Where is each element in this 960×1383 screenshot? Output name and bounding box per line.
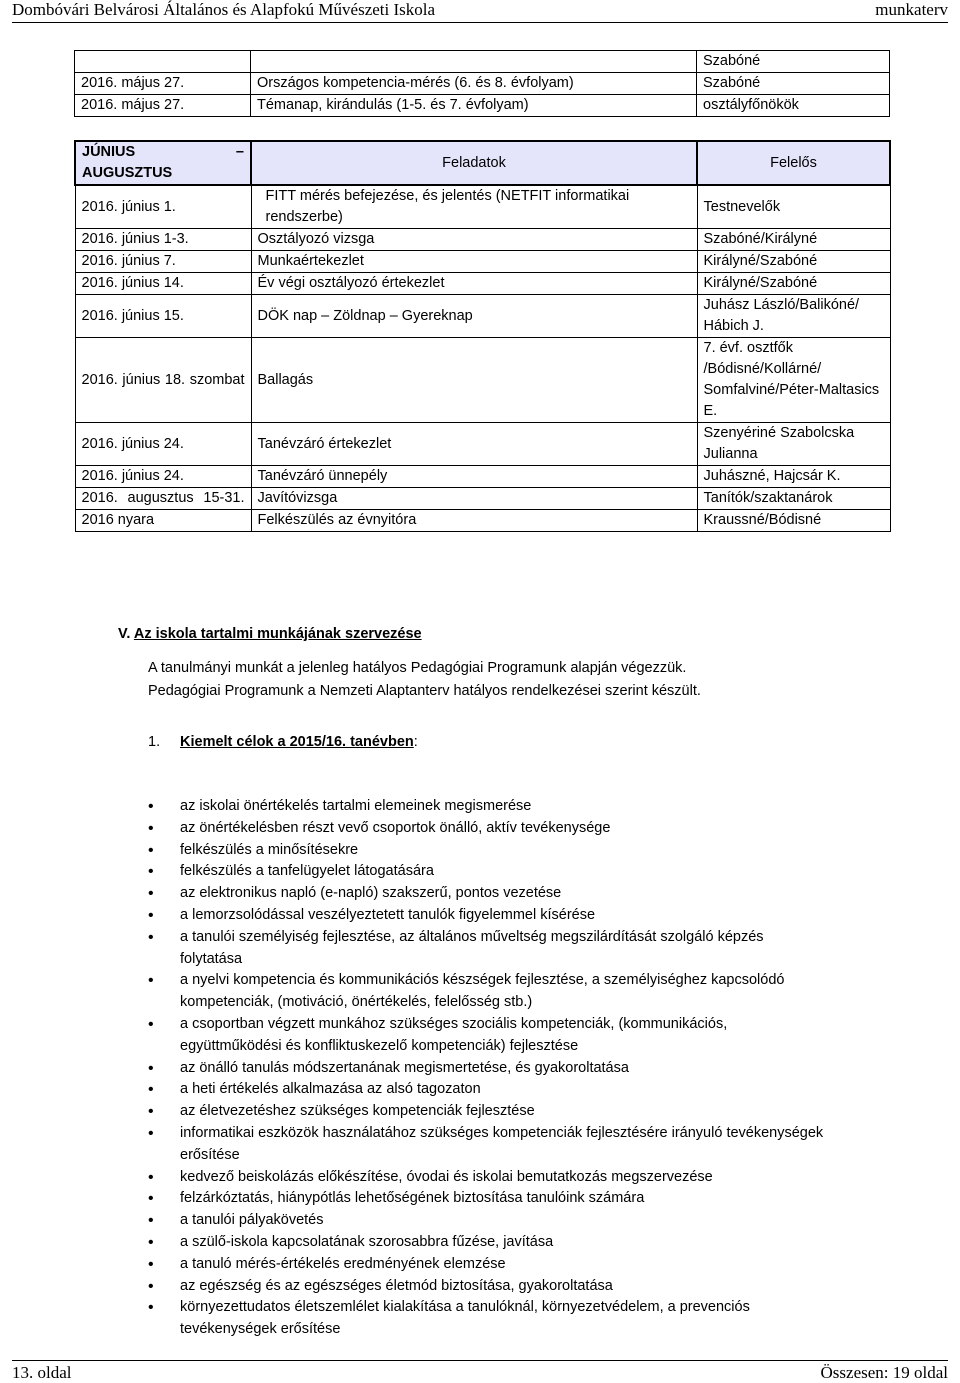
task-cell: Témanap, kirándulás (1-5. és 7. évfolyam) [251, 95, 697, 117]
date-cell: 2016. június 14. [75, 273, 251, 295]
task-cell: Év végi osztályozó értekezlet [251, 273, 697, 295]
date-cell: 2016. június 18. szombat [75, 338, 251, 423]
responsible-cell: Testnevelők [697, 185, 890, 229]
summer-events-table [74, 140, 891, 532]
list-item: • informatikai eszközök használatához szükséges kompetenciák fejlesztésére irányuló tevékenységek erősítése [148, 1123, 828, 1167]
task-cell: Tanévzáró értekezlet [251, 423, 697, 466]
date-cell: 2016. június 15. [75, 295, 251, 338]
page-header [12, 0, 948, 23]
list-item: • a tanuló mérés-értékelés eredményének elemzése [148, 1254, 828, 1276]
task-cell: Ballagás [251, 338, 697, 423]
responsible-cell: Tanítók/szaktanárok [697, 488, 890, 510]
responsible-cell: Kraussné/Bódisné [697, 510, 890, 532]
period-line-1: JÚNIUS [82, 144, 136, 160]
responsible-cell: Szenyériné Szabolcska Julianna [697, 423, 890, 466]
responsible-cell: Szabóné [697, 73, 890, 95]
date-cell: 2016. június 24. [75, 423, 251, 466]
list-item: • a nyelvi kompetencia és kommunikációs készségek fejlesztése, a személyiséghez kapcsolódó kompetenciák, (motiváció, önértékelés, felelősség stb.) [148, 970, 828, 1014]
table-row [75, 229, 890, 251]
section-number: V. [118, 626, 131, 642]
goals-heading [148, 734, 418, 750]
responsible-header: Felelős [697, 141, 890, 185]
intro-paragraph [148, 657, 701, 703]
page-footer [12, 1360, 948, 1381]
list-item: • az elektronikus napló (e-napló) szakszerű, pontos vezetése [148, 883, 828, 905]
list-item: • az önértékelésben részt vevő csoportok önálló, aktív tevékenysége [148, 818, 828, 840]
task-cell: Tanévzáró ünnepély [251, 466, 697, 488]
date-cell: 2016. június 1-3. [75, 229, 251, 251]
list-item: • felkészülés a minősítésekre [148, 840, 828, 862]
paragraph-line: Pedagógiai Programunk a Nemzeti Alaptanterv hatályos rendelkezései szerint készült. [148, 683, 701, 699]
task-cell: Felkészülés az évnyitóra [251, 510, 697, 532]
responsible-cell: Királyné/Szabóné [697, 273, 890, 295]
school-name: Dombóvári Belvárosi Általános és Alapfokú Művészeti Iskola [12, 0, 436, 19]
table-row [75, 295, 890, 338]
responsible-cell: Szabóné/Királyné [697, 229, 890, 251]
responsible-cell: osztályfőnökök [697, 95, 890, 117]
goals-suffix: : [413, 734, 418, 750]
page-total: Összesen: 19 oldal [820, 1363, 948, 1382]
may-events-table [74, 50, 890, 117]
date-cell: 2016 nyara [75, 510, 251, 532]
tasks-header: Feladatok [251, 141, 697, 185]
list-item: • a lemorzsolódással veszélyeztetett tanulók figyelemmel kísérése [148, 905, 828, 927]
responsible-cell: Királyné/Szabóné [697, 251, 890, 273]
page-number: 13. oldal [12, 1363, 72, 1382]
task-cell: Országos kompetencia-mérés (6. és 8. évfolyam) [251, 73, 697, 95]
table-row [75, 95, 890, 117]
responsible-cell: Szabóné [697, 51, 890, 73]
list-item: • környezettudatos életszemlélet kialakítása a tanulóknál, környezetvédelem, a prevenciós tevékenységek erősítése [148, 1297, 828, 1341]
section-heading [118, 626, 422, 642]
list-item: • az iskolai önértékelés tartalmi elemeinek megismerése [148, 796, 828, 818]
task-cell: Javítóvizsga [251, 488, 697, 510]
date-cell [75, 51, 251, 73]
date-cell: 2016. június 1. [75, 185, 251, 229]
task-cell [251, 51, 697, 73]
table-row [75, 466, 890, 488]
task-cell: FITT mérés befejezése, és jelentés (NETFIT informatikai rendszerbe) [251, 185, 697, 229]
list-item: • az önálló tanulás módszertanának megismertetése, és gyakoroltatása [148, 1058, 828, 1080]
table-row [75, 73, 890, 95]
responsible-cell: Juhász László/Balikóné/ Hábich J. [697, 295, 890, 338]
list-item: • az egészség és az egészséges életmód biztosítása, gyakoroltatása [148, 1276, 828, 1298]
list-item: • felkészülés a tanfelügyelet látogatására [148, 861, 828, 883]
goals-title: Kiemelt célok a 2015/16. tanévben [180, 734, 414, 750]
paragraph-line: A tanulmányi munkát a jelenleg hatályos Pedagógiai Programunk alapján végezzük. [148, 660, 687, 676]
table-row [75, 510, 890, 532]
task-cell: Munkaértekezlet [251, 251, 697, 273]
table-row [75, 338, 890, 423]
period-dash: – [235, 144, 244, 160]
section-title: Az iskola tartalmi munkájának szervezése [133, 626, 422, 642]
goals-number: 1. [148, 734, 161, 750]
table-row [75, 488, 890, 510]
date-cell: 2016. május 27. [75, 73, 251, 95]
list-item: • kedvező beiskolázás előkészítése, óvodai és iskolai bemutatkozás megszervezése [148, 1167, 828, 1189]
table-row [75, 185, 890, 229]
list-item: • a szülő-iskola kapcsolatának szorosabbra fűzése, javítása [148, 1232, 828, 1254]
list-item: • a tanulói személyiség fejlesztése, az általános műveltség megszilárdítását szolgáló képzés folytatása [148, 927, 828, 971]
period-line-2: AUGUSZTUS [82, 165, 173, 181]
table-row [75, 251, 890, 273]
table-row [75, 51, 890, 73]
responsible-cell: Juhászné, Hajcsár K. [697, 466, 890, 488]
date-cell: 2016. június 7. [75, 251, 251, 273]
task-cell: Osztályozó vizsga [251, 229, 697, 251]
table-row [75, 273, 890, 295]
list-item: • az életvezetéshez szükséges kompetenciák fejlesztése [148, 1101, 828, 1123]
list-item: • a tanulói pályakövetés [148, 1210, 828, 1232]
list-item: • a heti értékelés alkalmazása az alsó tagozaton [148, 1079, 828, 1101]
table-row [75, 423, 890, 466]
date-cell: 2016. augusztus 15-31. [75, 488, 251, 510]
task-cell: DÖK nap – Zöldnap – Gyereknap [251, 295, 697, 338]
list-item: • a csoportban végzett munkához szükséges szociális kompetenciák, (kommunikációs, együttműködési és konfliktuskezelő kompetenciák) fejlesztése [148, 1014, 828, 1058]
table-header-row [75, 141, 890, 185]
goals-list [148, 796, 828, 1341]
date-cell: 2016. június 24. [75, 466, 251, 488]
list-item: • felzárkóztatás, hiánypótlás lehetőségének biztosítása tanulóink számára [148, 1188, 828, 1210]
document-type: munkaterv [875, 0, 948, 19]
date-cell: 2016. május 27. [75, 95, 251, 117]
period-header [75, 141, 251, 185]
responsible-cell: 7. évf. osztfők /Bódisné/Kollárné/ Somfalviné/Péter-Maltasics E. [697, 338, 890, 423]
